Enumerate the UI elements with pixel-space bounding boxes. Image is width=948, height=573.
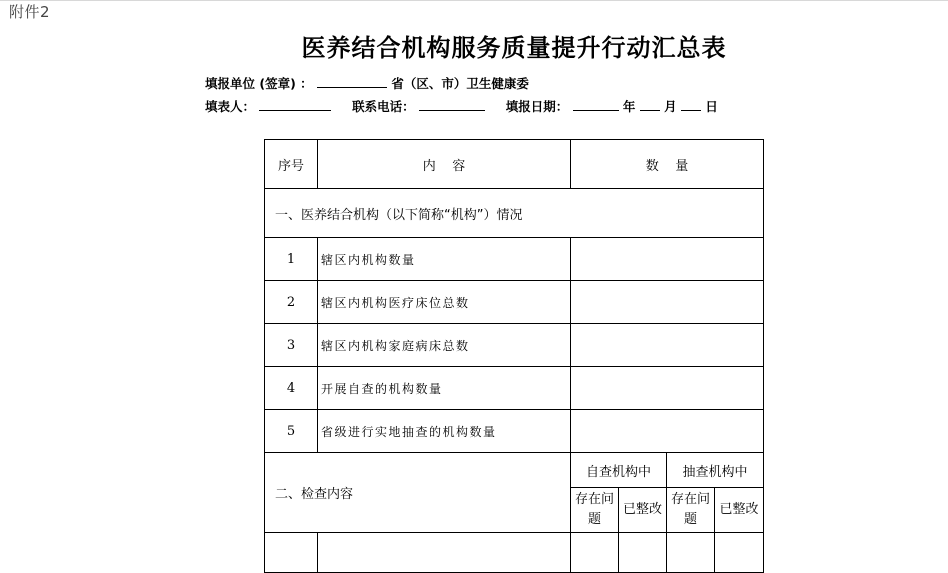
day-blank[interactable] bbox=[681, 98, 701, 111]
row-no: 1 bbox=[265, 238, 318, 281]
table-row bbox=[265, 410, 764, 453]
year-label: 年 bbox=[622, 99, 636, 114]
table-row bbox=[265, 324, 764, 367]
header-content: 内 容 bbox=[318, 140, 571, 189]
spot-problem-header: 存在问题 bbox=[667, 488, 715, 533]
spot-check-header: 抽查机构中 bbox=[667, 453, 764, 488]
quantity-cell[interactable] bbox=[571, 281, 764, 324]
phone-label: 联系电话： bbox=[352, 99, 415, 114]
table-row bbox=[265, 367, 764, 410]
year-blank[interactable] bbox=[573, 98, 619, 111]
self-rectified-header: 已整改 bbox=[619, 488, 667, 533]
table-row bbox=[265, 281, 764, 324]
self-problem-header: 存在问题 bbox=[571, 488, 619, 533]
top-divider bbox=[0, 0, 948, 1]
unit-blank[interactable] bbox=[317, 75, 387, 88]
section-row-2 bbox=[265, 453, 764, 488]
section-1-title: 一、医养结合机构（以下简称“机构”）情况 bbox=[265, 189, 764, 238]
row-no: 3 bbox=[265, 324, 318, 367]
row-content: 辖区内机构家庭病床总数 bbox=[318, 324, 571, 367]
row-content: 辖区内机构数量 bbox=[318, 238, 571, 281]
summary-table bbox=[264, 139, 764, 573]
day-label: 日 bbox=[705, 99, 718, 114]
row-no: 5 bbox=[265, 410, 318, 453]
quantity-cell[interactable] bbox=[571, 324, 764, 367]
month-blank[interactable] bbox=[640, 98, 660, 111]
row-content: 辖区内机构医疗床位总数 bbox=[318, 281, 571, 324]
quantity-cell[interactable] bbox=[571, 367, 764, 410]
filler-label: 填表人： bbox=[205, 99, 256, 114]
unit-label: 填报单位 (签章) ： bbox=[205, 76, 313, 91]
spot-rectified-header: 已整改 bbox=[715, 488, 764, 533]
header-row bbox=[265, 140, 764, 189]
meta-row-contact bbox=[205, 97, 718, 115]
header-no: 序号 bbox=[265, 140, 318, 189]
self-check-header: 自查机构中 bbox=[571, 453, 667, 488]
row-content: 省级进行实地抽查的机构数量 bbox=[318, 410, 571, 453]
row-content: 开展自查的机构数量 bbox=[318, 367, 571, 410]
quantity-cell[interactable] bbox=[571, 410, 764, 453]
section-row-1 bbox=[265, 189, 764, 238]
filler-blank[interactable] bbox=[259, 98, 331, 111]
date-label: 填报日期： bbox=[505, 99, 569, 114]
row-no: 2 bbox=[265, 281, 318, 324]
row-no: 4 bbox=[265, 367, 318, 410]
quantity-cell[interactable] bbox=[571, 238, 764, 281]
document-title: 医养结合机构服务质量提升行动汇总表 bbox=[301, 33, 727, 62]
meta-row-unit bbox=[205, 74, 529, 92]
unit-suffix: 省（区、市）卫生健康委 bbox=[391, 76, 529, 91]
table-row bbox=[265, 238, 764, 281]
section-2-title: 二、检查内容 bbox=[265, 453, 571, 533]
header-quantity: 数 量 bbox=[571, 140, 764, 189]
phone-blank[interactable] bbox=[419, 98, 485, 111]
month-label: 月 bbox=[664, 99, 677, 114]
attachment-label: 附件2 bbox=[9, 3, 51, 21]
